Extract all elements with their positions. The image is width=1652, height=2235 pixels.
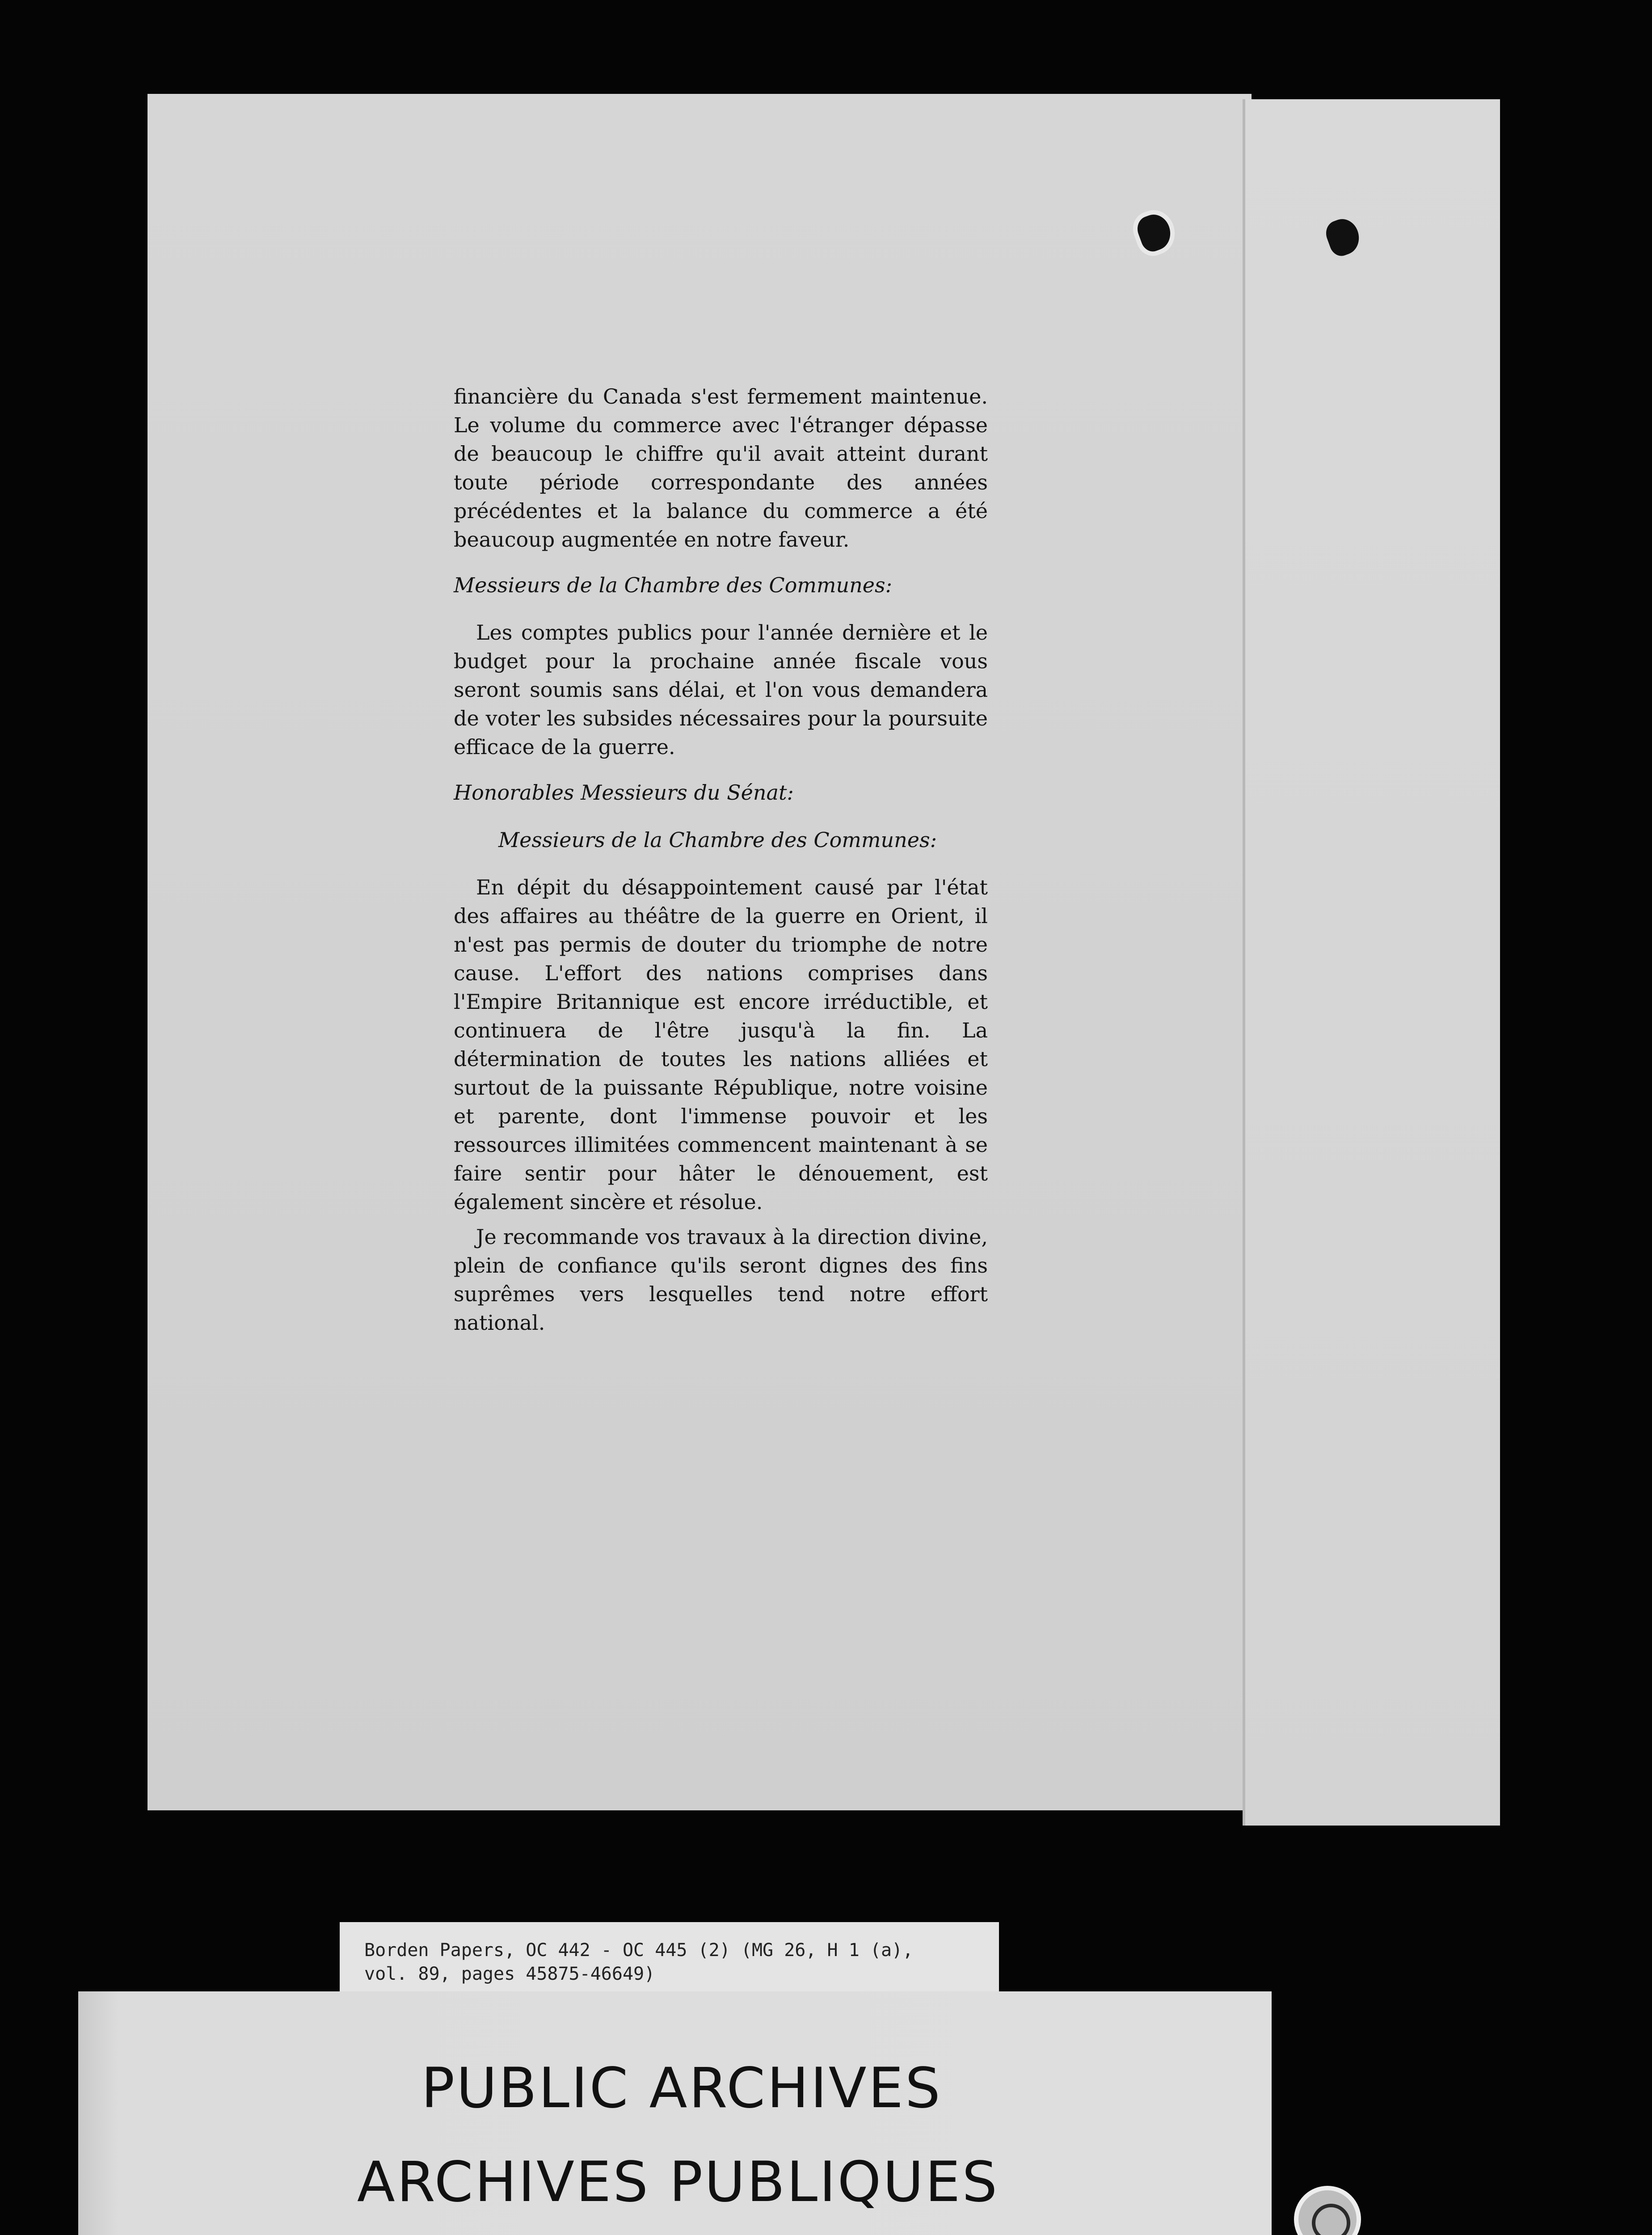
archive-title-french: ARCHIVES PUBLIQUES [357,2150,999,2214]
paragraph: Je recommande vos travaux à la direction divine, plein de confiance qu'ils seront dignes des fins suprêmes vers lesquelles tend notre effort national. [454,1225,988,1335]
address-heading: Honorables Messieurs du Sénat: [454,780,794,805]
paragraph: financière du Canada s'est fermement maintenue. Le volume du commerce avec l'étranger dépasse de beaucoup le chiffre qu'il avait atteint durant toute période correspondante des années précédentes et la balance du commerce a été beaucoup augmentée en notre faveur. [454,384,988,552]
paragraph: En dépit du désappointement causé par l'état des affaires au théâtre de la guerre en Orient, il n'est pas permis de douter du triomphe de notre cause. L'effort des nations comprises dans l'Empire Britannique est encore irréductible, et continuera de l'être jusqu'à la fin. La détermination de toutes les nations alliées et surtout de la puissante République, notre voisine et parente, dont l'immense pouvoir et les ressources illimitées commencent maintenant à se faire sentir pour hâter le dénouement, est également sincère et résolue. [454,875,988,1214]
reference-line: Borden Papers, OC 442 - OC 445 (2) (MG 26, H 1 (a), [364,1940,914,1961]
archive-title-english: PUBLIC ARCHIVES [421,2056,942,2121]
archive-card [78,1991,1272,2235]
document-text [454,382,988,1337]
archive-seal-icon [1294,2186,1361,2235]
page-flap [1243,99,1500,1826]
address-heading: Messieurs de la Chambre des Communes: [454,573,893,597]
reference-line: vol. 89, pages 45875-46649) [364,1964,655,1984]
address-heading: Messieurs de la Chambre des Communes: [498,828,937,852]
reference-label [340,1922,999,1994]
paragraph: Les comptes publics pour l'année dernière et le budget pour la prochaine année fiscale vous seront soumis sans délai, et l'on vous demandera de voter les subsides nécessaires pour la poursuite efficace de la guerre. [454,620,988,759]
